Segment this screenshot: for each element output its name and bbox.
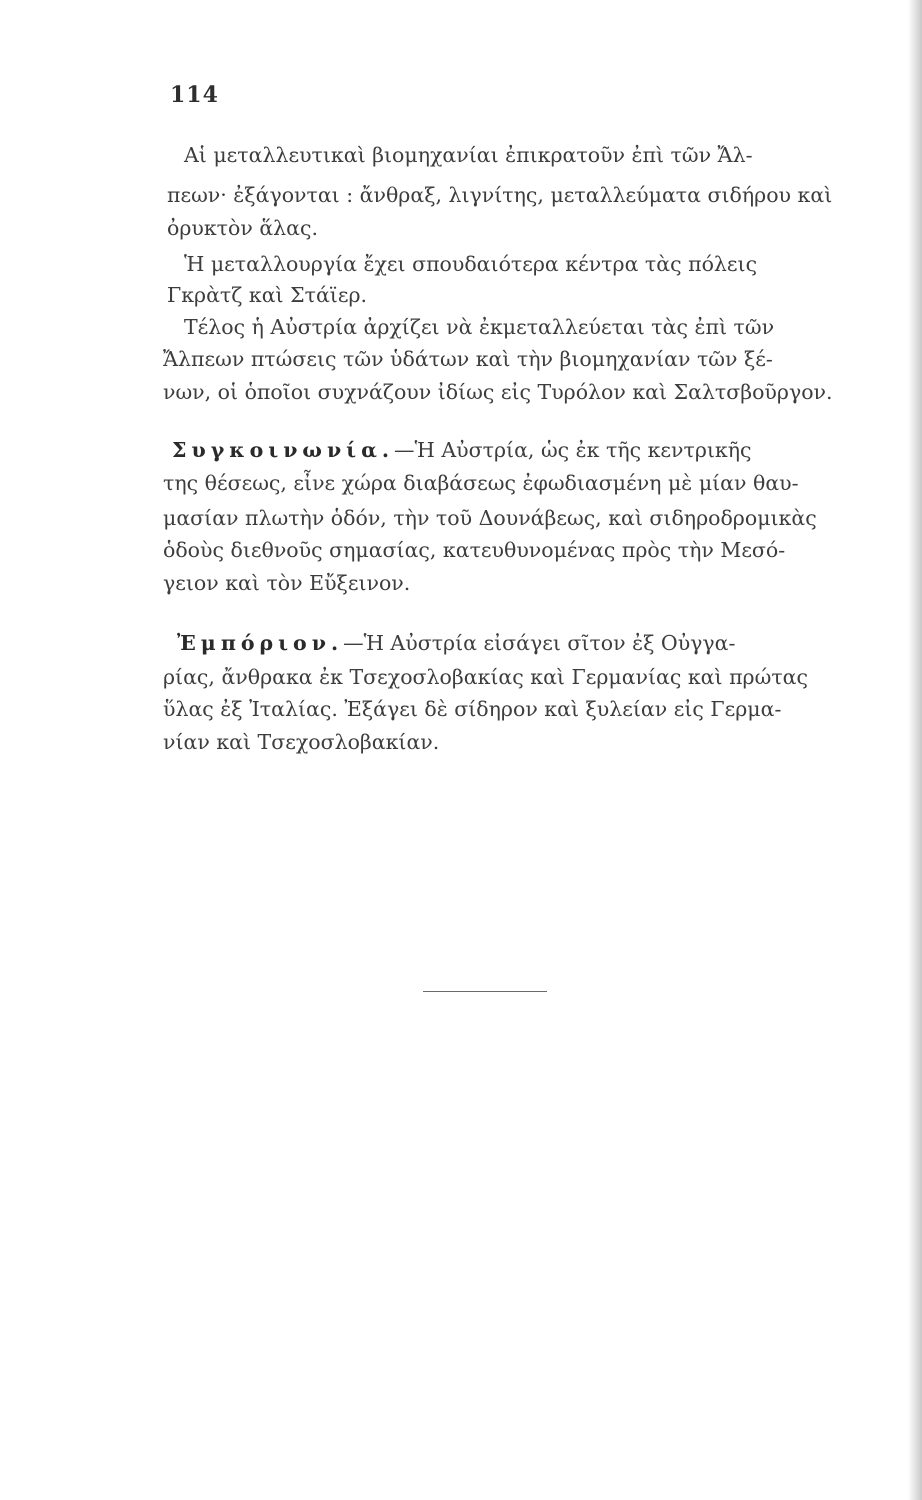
paragraph-trade-line-3: ὕλας ἐξ Ἰταλίας. Ἐξάγει δὲ σίδηρον καὶ ξυλείαν εἰς Γερμα-	[163, 697, 782, 721]
paragraph-transport-line-2: της θέσεως, εἶνε χώρα διαβάσεως ἐφωδιασμένη μὲ μίαν θαυ-	[163, 471, 799, 495]
paragraph-trade-line-1-text: —Ἡ Αὐστρία εἰσάγει σῖτον ἐξ Οὐγγα-	[343, 631, 736, 655]
section-heading-trade: Ἐμπόριον.	[177, 631, 344, 655]
paragraph-mining-line-2: πεων· ἐξάγονται : ἄνθραξ, λιγνίτης, μεταλλεύματα σιδήρου καὶ	[167, 183, 833, 207]
paragraph-waterfalls-line-1: Τέλος ἡ Αὐστρία ἀρχίζει νὰ ἐκμεταλλεύεται τὰς ἐπὶ τῶν	[184, 315, 775, 339]
page-number: 114	[170, 82, 219, 108]
paragraph-transport-line-1-text: —Ἡ Αὐστρία, ὡς ἐκ τῆς κεντρικῆς	[394, 438, 752, 462]
paragraph-trade-line-4: νίαν καὶ Τσεχοσλοβακίαν.	[163, 730, 440, 754]
paragraph-trade-line-1	[177, 630, 735, 656]
paragraph-mining-line-1: Αἱ μεταλλευτικαὶ βιομηχανίαι ἐπικρατοῦν ἐπὶ τῶν Ἄλ-	[184, 143, 753, 167]
section-heading-transport: Συγκοινωνία.	[172, 438, 395, 462]
paragraph-waterfalls-line-3: νων, οἱ ὁποῖοι συχνάζουν ἰδίως εἰς Τυρόλον καὶ Σαλτσβοῦργον.	[163, 380, 833, 404]
paragraph-waterfalls-line-2: Ἄλπεων πτώσεις τῶν ὑδάτων καὶ τὴν βιομηχανίαν τῶν ξέ-	[163, 347, 773, 371]
paragraph-transport-line-5: γειον καὶ τὸν Εὔξεινον.	[163, 571, 411, 595]
paragraph-mining-line-3: ὀρυκτὸν ἅλας.	[167, 216, 319, 240]
paragraph-trade-line-2: ρίας, ἄνθρακα ἐκ Τσεχοσλοβακίας καὶ Γερμανίας καὶ πρώτας	[163, 665, 808, 689]
paragraph-transport-line-4: ὁδοὺς διεθνοῦς σημασίας, κατευθυνομένας πρὸς τὴν Μεσό-	[163, 538, 786, 562]
page-edge-shadow	[908, 0, 922, 1500]
paragraph-transport-line-3: μασίαν πλωτὴν ὁδόν, τὴν τοῦ Δουνάβεως, καὶ σιδηροδρομικὰς	[163, 506, 817, 530]
paragraph-transport-line-1	[172, 437, 752, 463]
paragraph-metallurgy-line-2: Γκρὰτζ καὶ Στάϊερ.	[167, 283, 368, 307]
section-divider-rule	[423, 991, 547, 992]
paragraph-metallurgy-line-1: Ἡ μεταλλουργία ἔχει σπουδαιότερα κέντρα τὰς πόλεις	[184, 252, 758, 276]
